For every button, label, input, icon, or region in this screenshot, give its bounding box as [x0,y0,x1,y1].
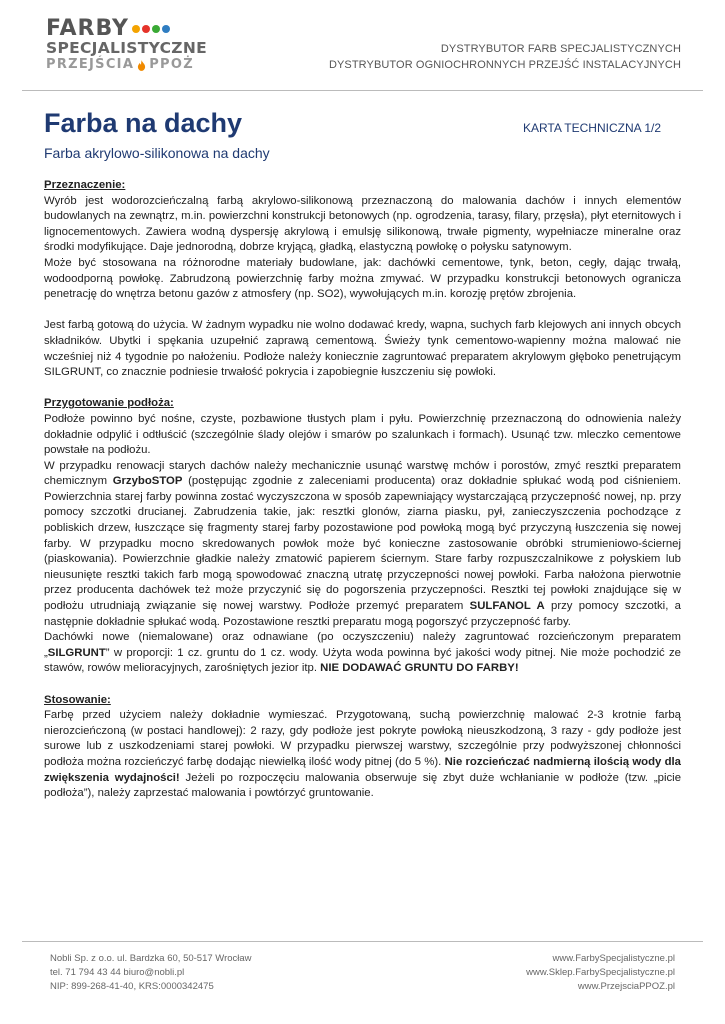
page-subtitle: Farba akrylowo-silikonowa na dachy [44,145,270,161]
distributor-line-fire-penetrations: DYSTRYBUTOR OGNIOCHRONNYCH PRZEJŚĆ INSTALACYJNYCH [328,59,681,71]
warning-no-primer: NIE DODAWAĆ GRUNTU DO FARBY! [320,662,519,675]
product-name-sulfanol: SULFANOL A [469,600,545,613]
footer-link-farby[interactable]: www.FarbySpecjalistyczne.pl [552,953,675,964]
distributor-line-paints: DYSTRYBUTOR FARB SPECJALISTYCZNYCH [440,43,681,55]
page-title: Farba na dachy [44,108,243,138]
footer-websites [526,952,675,994]
flame-icon [137,60,146,71]
footer-divider [22,941,703,942]
logo-dot-green [152,25,160,33]
paragraph: Podłoże powinno być nośne, czyste, pozbawione tłustych plam i pyłu. Powierzchnię przeznaczoną do odnowienia należy dokładnie odpylić i odtłuścić (szczególnie ślady olejów i smarów po szalunkach i formach). Usunąć tzw. mleczko cementowe powstałe na podłożu. [44,412,681,457]
footer-contact: tel. 71 794 43 44 biuro@nobli.pl [50,967,185,978]
paragraph: Wyrób jest wodorozcieńczalną farbą akrylowo-silikonową przeznaczoną do malowania dachów i innych elementów budowlanych na zewnątrz, m.in. powierzchni konstrukcji betonowych (np. ogrodzenia, tarasy, filary, przęsła), płyt eternitowych i lignocementowych. Zawiera wodną dyspersję akrylową i emulsję silikonową, trwałe pigmenty, wypełniacze mineralne oraz środki modyfikujące. Daje jednorodną, dobrze kryjącą, gładką, elastyczną powłokę o połysku satynowym. [44,194,681,254]
technical-sheet-label: KARTA TECHNICZNA 1/2 [522,121,661,135]
section-title-przeznaczenie: Przeznaczenie: [44,179,126,191]
company-logo [46,18,206,73]
product-name-grzybostop: GrzyboSTOP [112,475,183,488]
document-body [44,178,681,802]
logo-dot-blue [162,25,170,33]
logo-word-ppoz: PPOŻ [149,57,194,72]
logo-dot-orange [132,25,140,33]
logo-word-przejscia: PRZEJŚCIA [46,57,135,72]
paragraph: W przypadku renowacji starych dachów należy mechanicznie usunąć warstwę mchów i porostów, zmyć resztki preparatem chemicznym GrzyboSTOP (postępując zgodnie z zaleceniami producenta) oraz dokładnie spłukać wodą pod ciśnieniem. Powierzchnia starej farby powinna zostać wyczyszczona w sposób zapewniający wystarczającą przyczepność nowej, np. przy pomocy szczotki drucianej. Zabrudzenia takie, jak: resztki glonów, ziarna piasku, pył, zanieczyszczenia pochodzące z pobliskich drzew, łuszczące się fragmenty starej farby pozostawione pod powłoką mogą być przyczyną łuszczenia się nowej farby. W przypadku mocno skredowanych powłok może być konieczne zastosowanie obróbki strumieniowo-ściernej (piaskowania). Powierzchnie gładkie należy zmatowić papierem ściernym. Stare farby rozpuszczalnikowe z połyskiem lub nieusunięte resztki takich farb mogą spowodować znaczną utratę przyczepności nowej powłoki. Farba nałożona pierwotnie przez producenta dachówek też może przyczynić się do pogorszenia przyczepności. Resztki tej powłoki znajdujące się w podłożu utrudniają związanie się nowej warstwy. Podłoże przemyć preparatem SULFANOL A przy pomocy szczotki, a następnie dokładnie spłukać wodą. Pozostawione resztki preparatu mogą pogorszyć przyczepność farby. [44,459,681,628]
section-title-stosowanie: Stosowanie: [44,693,111,706]
logo-word-specjalistyczne: SPECJALISTYCZNE [46,39,207,57]
footer-address: Nobli Sp. z o.o. ul. Bardzka 60, 50-517 Wrocław [50,953,252,964]
footer-company-info [50,952,252,994]
header-distributor-info [329,41,681,73]
paragraph: Może być stosowana na różnorodne materiały budowlane, jak: dachówki cementowe, tynk, beton, cegły, dając trwałą, wodoodporną powłokę. Zabrudzoną powierzchnię farby można zmywać. W przypadku konstrukcji betonowych ogranicza penetrację do wnętrza betonu gazów z atmosfery (np. SO2), wywołujących m.in. korozję prętów zbrojenia. [44,256,681,301]
logo-dot-red [142,25,150,33]
footer-link-przejscia[interactable]: www.PrzejsciaPPOZ.pl [577,981,675,992]
paragraph: Jest farbą gotową do użycia. W żadnym wypadku nie wolno dodawać kredy, wapna, suchych farb klejowych ani innych obcych składników. Ubytki i spękania uzupełnić zaprawą cementową. Świeży tynk cementowo-wapienny można malować nie wcześniej niż 4 tygodnie po nałożeniu. Podłoże należy koniecznie zagruntować preparatem akrylowym głęboko penetrującym SILGRUNT, co znacznie podniesie trwałość pokrycia i zapobiegnie łuszczeniu się powłoki. [44,319,681,379]
logo-dots [132,25,170,33]
logo-word-farby: FARBY [46,16,129,41]
paragraph: Farbę przed użyciem należy dokładnie wymieszać. Przygotowaną, suchą powierzchnię malować 2-3 krotnie farbą nierozcieńczoną (w postaci handlowej): 2 razy, gdy podłoże jest pokryte powłoką nieuszkodzoną, 3 razy - gdy podłoże jest surowe lub z uszkodzeniami starej powłoki. W przypadku pierwszej warstwy, szczególnie przy podwyższonej chłonności podłoża można rozcieńczyć farbę dodając niewielką ilość wody pitnej (do 5 %). Nie rozcieńczać nadmierną ilością wody dla zwiększenia wydajności! Jeżeli po rozpoczęciu malowania obserwuje się zbyt duże wchłanianie w podłoże (tzw. „picie podłoża”), należy zaprzestać malowania i powtórzyć gruntowanie. [44,709,681,800]
warning-no-dilution: Nie rozcieńczać nadmierną ilością wody dla zwiększenia wydajności! [44,755,681,784]
product-name-silgrunt: SILGRUNT [47,646,106,659]
footer-registration: NIP: 899-268-41-40, KRS:0000342475 [50,981,214,992]
page-header [0,0,725,92]
paragraph: Dachówki nowe (niemalowane) oraz odnawiane (po oczyszczeniu) należy zagruntować rozcieńczonym preparatem „SILGRUNT” w proporcji: 1 cz. gruntu do 1 cz. wody. Użyta woda powinna być jakości wody pitnej. Nie może pochodzić ze stawów, rowów melioracyjnych, zarośniętych jezior itp. NIE DODAWAĆ GRUNTU DO FARBY! [44,631,681,675]
footer-link-sklep[interactable]: www.Sklep.FarbySpecjalistyczne.pl [526,967,675,978]
header-divider [22,90,703,91]
section-title-przygotowanie: Przygotowanie podłoża: [44,397,174,410]
